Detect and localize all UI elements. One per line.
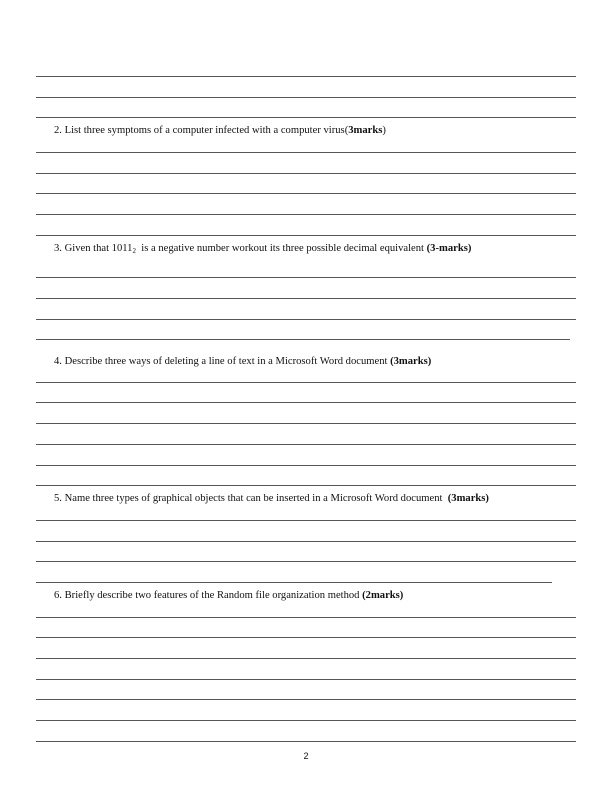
question-text: Describe three ways of deleting a line of text in a Microsoft Word document <box>64 356 391 367</box>
question-4 <box>54 356 431 368</box>
marks-open: ( <box>344 125 349 136</box>
answer-line <box>36 277 576 278</box>
answer-line <box>36 699 576 700</box>
question-3 <box>54 243 471 255</box>
question-number: 6. <box>54 590 62 601</box>
answer-line <box>36 402 576 403</box>
answer-line <box>36 319 576 320</box>
answer-line <box>36 76 576 77</box>
question-2 <box>54 125 386 137</box>
answer-line <box>36 235 576 236</box>
base-subscript: 2 <box>132 247 136 255</box>
answer-line <box>36 561 576 562</box>
answer-line <box>36 214 576 215</box>
question-number: 5. <box>54 493 62 504</box>
marks-label: (2marks) <box>362 590 404 601</box>
marks-label: (3marks) <box>390 356 432 367</box>
question-text: Briefly describe two features of the Random file organization method <box>64 590 363 601</box>
answer-line <box>36 741 576 742</box>
answer-line <box>36 465 576 466</box>
question-text: Given that 1011 <box>64 243 133 254</box>
answer-line <box>36 720 576 721</box>
answer-line <box>36 541 576 542</box>
answer-line <box>36 339 570 340</box>
question-6 <box>54 590 403 602</box>
answer-line <box>36 193 576 194</box>
marks-close: ) <box>382 125 386 136</box>
question-number: 3. <box>54 243 62 254</box>
answer-line <box>36 582 552 583</box>
answer-line <box>36 617 576 618</box>
question-text-cont: is a negative number workout its three possible decimal equivalent <box>135 243 427 254</box>
marks-label: 3marks <box>348 125 383 136</box>
answer-line <box>36 152 576 153</box>
question-number: 2. <box>54 125 62 136</box>
question-number: 4. <box>54 356 62 367</box>
answer-line <box>36 658 576 659</box>
answer-line <box>36 679 576 680</box>
answer-line <box>36 117 576 118</box>
marks-label: (3-marks) <box>426 243 472 254</box>
answer-line <box>36 637 576 638</box>
question-text: Name three types of graphical objects that can be inserted in a Microsoft Word document <box>64 493 448 504</box>
answer-line <box>36 298 576 299</box>
marks-label: (3marks) <box>447 493 489 504</box>
answer-line <box>36 485 576 486</box>
answer-line <box>36 382 576 383</box>
question-5 <box>54 493 489 505</box>
answer-line <box>36 444 576 445</box>
answer-line <box>36 173 576 174</box>
page-number: 2 <box>303 751 309 761</box>
answer-line <box>36 97 576 98</box>
answer-line <box>36 423 576 424</box>
answer-line <box>36 520 576 521</box>
question-text: List three symptoms of a computer infected with a computer virus <box>64 125 345 136</box>
